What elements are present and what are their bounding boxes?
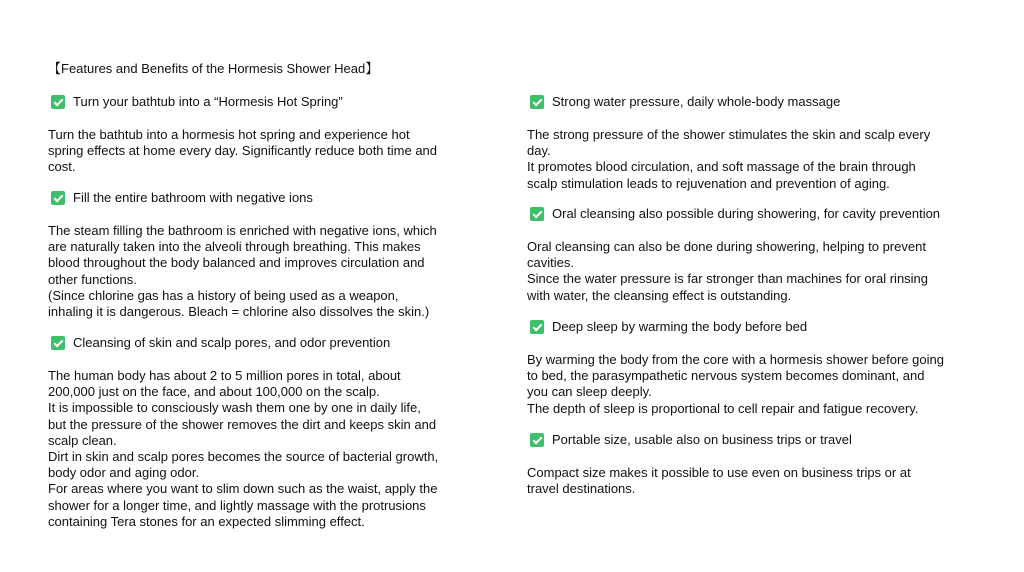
text-line: but the pressure of the shower removes the dirt and keeps skin and	[48, 416, 437, 432]
text-line: For areas where you want to slim down such as the waist, apply the	[48, 481, 438, 497]
page-title: 【Features and Benefits of the Hormesis Shower Head】	[48, 61, 379, 76]
text-line: Since the water pressure is far stronger than machines for oral rinsing	[527, 271, 929, 287]
check-mark-icon	[530, 95, 544, 109]
feature-section	[527, 318, 944, 417]
feature-heading-row	[527, 205, 940, 223]
text-line: other functions.	[48, 271, 137, 287]
text-line: The strong pressure of the shower stimulates the skin and scalp every	[527, 127, 931, 142]
check-mark-icon	[51, 191, 65, 205]
feature-description	[48, 223, 437, 320]
text-line: body odor and aging odor.	[48, 465, 200, 481]
check-mark-icon	[51, 95, 65, 109]
feature-description	[527, 352, 944, 417]
text-line: inhaling it is dangerous. Bleach = chlorine also dissolves the skin.)	[48, 304, 430, 320]
feature-heading-row	[527, 93, 930, 111]
feature-heading: Fill the entire bathroom with negative ions	[73, 189, 313, 205]
feature-section	[527, 205, 940, 304]
feature-description	[48, 127, 437, 176]
feature-heading-row	[527, 431, 911, 449]
feature-heading: Oral cleansing also possible during showering, for cavity prevention	[552, 205, 941, 221]
text-line: blood throughout the body balanced and improves circulation and	[48, 255, 425, 271]
feature-description	[527, 239, 940, 304]
feature-description	[527, 465, 911, 497]
feature-heading-row	[527, 318, 944, 336]
text-line: The steam filling the bathroom is enriched with negative ions, which	[48, 223, 437, 238]
feature-section	[527, 431, 911, 497]
check-mark-icon	[530, 433, 544, 447]
text-line: scalp clean.	[48, 432, 117, 448]
text-line: The depth of sleep is proportional to cell repair and fatigue recovery.	[527, 400, 919, 416]
text-line: cost.	[48, 159, 76, 175]
check-mark-icon	[51, 336, 65, 350]
feature-heading: Strong water pressure, daily whole-body massage	[552, 93, 841, 109]
text-line: 200,000 just on the face, and about 100,000 on the scalp.	[48, 384, 380, 400]
text-line: spring effects at home every day. Significantly reduce both time and	[48, 143, 438, 159]
text-line: shower for a longer time, and lightly massage with the protrusions	[48, 497, 426, 513]
feature-heading-row	[48, 189, 437, 207]
feature-heading-row	[48, 93, 437, 111]
text-line: to bed, the parasympathetic nervous system becomes dominant, and	[527, 368, 925, 384]
text-line: containing Tera stones for an expected slimming effect.	[48, 513, 365, 529]
feature-section	[48, 334, 438, 530]
text-line: Compact size makes it possible to use even on business trips or at	[527, 465, 911, 480]
check-mark-icon	[530, 320, 544, 334]
feature-heading: Portable size, usable also on business trips or travel	[552, 431, 852, 447]
text-line: It is impossible to consciously wash them one by one in daily life,	[48, 400, 421, 416]
text-line: cavities.	[527, 255, 574, 271]
check-mark-icon	[530, 207, 544, 221]
feature-section	[48, 189, 437, 320]
text-line: It promotes blood circulation, and soft massage of the brain through	[527, 159, 916, 175]
feature-section	[527, 93, 930, 192]
text-line: scalp stimulation leads to rejuvenation and prevention of aging.	[527, 175, 890, 191]
text-line: By warming the body from the core with a hormesis shower before going	[527, 352, 944, 367]
feature-heading: Deep sleep by warming the body before bed	[552, 318, 808, 334]
feature-description	[527, 127, 930, 192]
feature-section	[48, 93, 437, 176]
text-line: are naturally taken into the alveoli through breathing. This makes	[48, 239, 421, 255]
text-line: Turn the bathtub into a hormesis hot spring and experience hot	[48, 127, 410, 142]
feature-heading-row	[48, 334, 438, 352]
feature-heading: Turn your bathtub into a “Hormesis Hot Spring”	[73, 93, 343, 109]
text-line: Oral cleansing can also be done during showering, helping to prevent	[527, 239, 926, 254]
text-line: day.	[527, 143, 551, 159]
text-line: Dirt in skin and scalp pores becomes the source of bacterial growth,	[48, 449, 439, 465]
text-line: The human body has about 2 to 5 million pores in total, about	[48, 368, 401, 383]
text-line: travel destinations.	[527, 481, 636, 497]
feature-description	[48, 368, 438, 530]
text-line: with water, the cleansing effect is outstanding.	[527, 287, 792, 303]
feature-heading: Cleansing of skin and scalp pores, and odor prevention	[73, 334, 391, 350]
text-line: (Since chlorine gas has a history of being used as a weapon,	[48, 287, 399, 303]
text-line: you can sleep deeply.	[527, 384, 652, 400]
